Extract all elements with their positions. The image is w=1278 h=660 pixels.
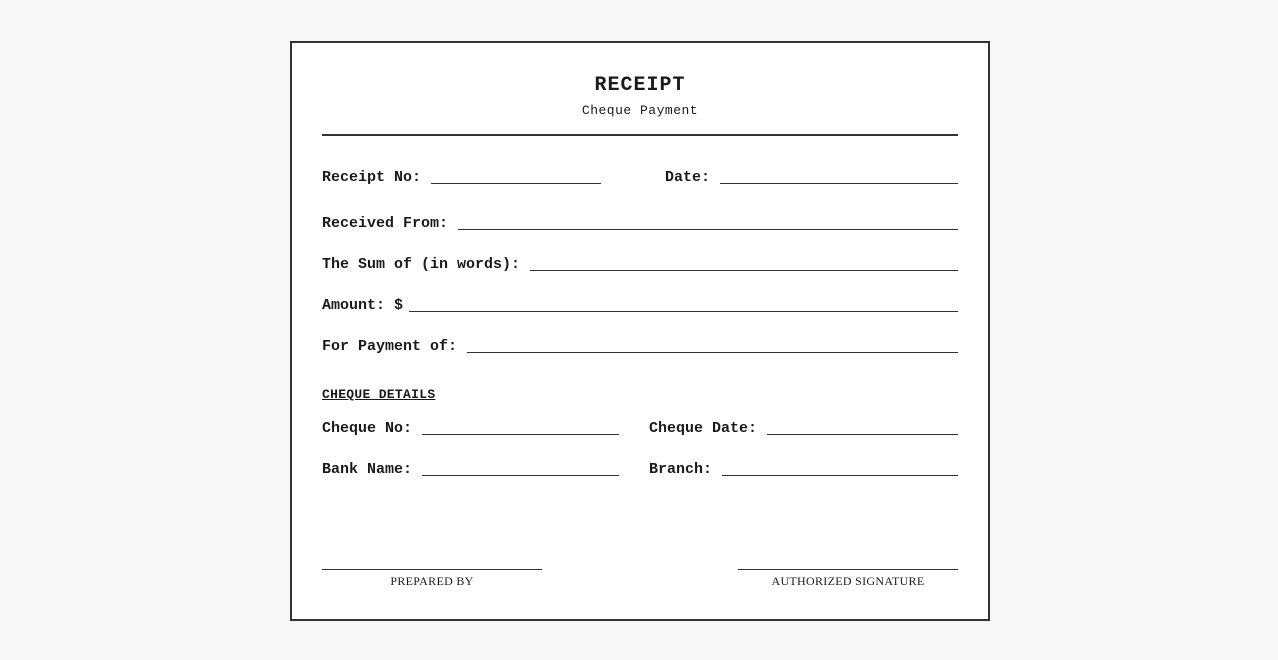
- amount-label: Amount: $: [322, 297, 404, 314]
- bank-branch-row: [322, 459, 958, 478]
- receipt-title: RECEIPT: [594, 74, 686, 97]
- payment-for-field[interactable]: [467, 336, 958, 353]
- cheque-details-heading: CHEQUE DETAILS: [322, 387, 436, 402]
- sum-words-field[interactable]: [530, 254, 958, 271]
- cheque-date-field[interactable]: [767, 418, 958, 435]
- authorized-signature-line[interactable]: [738, 569, 958, 570]
- receipt-no-label: Receipt No:: [322, 169, 422, 186]
- cheque-no-field[interactable]: [422, 418, 619, 435]
- sum-words-label: The Sum of (in words):: [322, 256, 521, 273]
- received-from-field[interactable]: [458, 213, 958, 230]
- cheque-no-date-row: [322, 418, 958, 437]
- receipt-no-field[interactable]: [431, 167, 601, 184]
- prepared-by-signature-line[interactable]: [322, 569, 542, 570]
- amount-field[interactable]: [409, 295, 958, 312]
- cheque-no-label: Cheque No:: [322, 420, 413, 437]
- cheque-date-label: Cheque Date:: [649, 420, 758, 437]
- receipt-subtitle: Cheque Payment: [581, 103, 699, 118]
- receipt-form: [290, 41, 990, 621]
- branch-field[interactable]: [722, 459, 958, 476]
- bank-name-label: Bank Name:: [322, 461, 413, 478]
- payment-for-row: [322, 336, 958, 355]
- sum-words-row: [322, 254, 958, 273]
- prepared-by-label: PREPARED BY: [390, 574, 474, 588]
- authorized-signature-label: AUTHORIZED SIGNATURE: [771, 574, 925, 588]
- amount-row: [322, 295, 958, 314]
- date-label: Date:: [665, 169, 711, 186]
- date-field[interactable]: [720, 167, 958, 184]
- receipt-no-date-row: [322, 167, 958, 186]
- header-divider: [322, 134, 958, 136]
- payment-for-label: For Payment of:: [322, 338, 458, 355]
- bank-name-field[interactable]: [422, 459, 619, 476]
- branch-label: Branch:: [649, 461, 713, 478]
- received-from-label: Received From:: [322, 215, 449, 232]
- received-from-row: [322, 213, 958, 232]
